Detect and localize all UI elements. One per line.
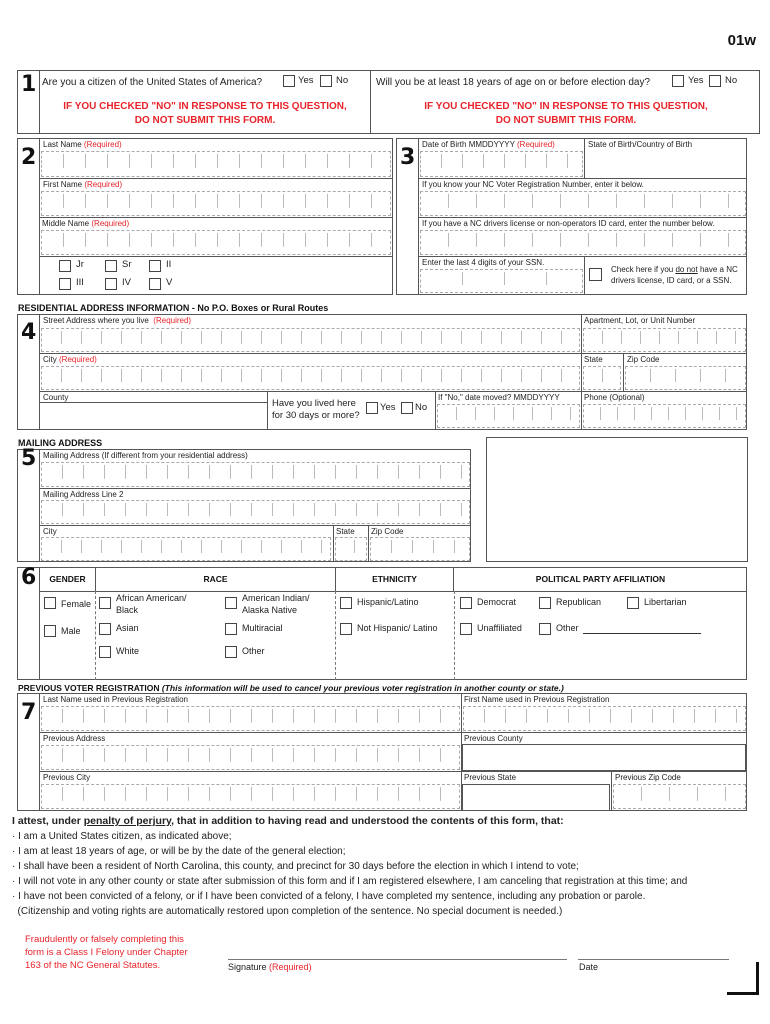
attestation-item: · I have not been convicted of a felony, or if I have been convicted of a felony, I have completed my sentence, including any probation or parole.	[12, 891, 646, 902]
divider	[435, 391, 436, 430]
label-text: City	[43, 355, 57, 364]
section-number: 3	[400, 145, 416, 170]
divider	[39, 488, 471, 489]
suffix-label: Sr	[122, 259, 132, 270]
voter-number-input[interactable]	[420, 191, 746, 216]
lived-no-label: No	[415, 402, 428, 413]
mailing-state-input[interactable]	[335, 537, 367, 561]
warning-line: DO NOT SUBMIT THIS FORM.	[134, 115, 276, 126]
citizen-question: Are you a citizen of the United States of America?	[42, 77, 263, 88]
label-text: First Name	[43, 180, 83, 189]
lived-yes-checkbox[interactable]	[366, 402, 378, 414]
prev-first-input[interactable]	[463, 706, 746, 731]
question-line: for 30 days or more?	[272, 410, 360, 421]
suffix-ii-checkbox[interactable]	[149, 260, 161, 272]
text: , that in addition to having read and understood the contents of this form, that:	[171, 815, 564, 827]
gender-header: GENDER	[49, 574, 86, 584]
attestation-lead	[12, 815, 564, 827]
birth-place-input[interactable]	[586, 151, 746, 177]
heading-note: (This information will be used to cancel your previous voter registration in another county or state.)	[161, 683, 564, 693]
citizen-no-label: No	[336, 75, 349, 86]
label-line: Alaska Native	[242, 605, 298, 615]
suffix-label: IV	[122, 277, 131, 288]
race-white-checkbox[interactable]	[99, 646, 111, 658]
race-american-indian-checkbox[interactable]	[225, 597, 237, 609]
suffix-v-checkbox[interactable]	[149, 278, 161, 290]
race-label: Asian	[116, 623, 139, 633]
warning-line: form is a Class I Felony under Chapter	[25, 947, 188, 958]
last-name-label	[43, 140, 122, 149]
required-tag: (Required)	[517, 140, 555, 149]
label-line: African American/	[116, 593, 187, 603]
phone-label: Phone (Optional)	[584, 393, 645, 402]
divider	[39, 217, 393, 218]
signature-label	[228, 962, 312, 972]
divider	[335, 591, 336, 680]
question-line: Have you lived here	[272, 398, 356, 409]
phone-input[interactable]	[583, 404, 746, 428]
race-asian-checkbox[interactable]	[99, 623, 111, 635]
section-number: 5	[21, 446, 37, 471]
form-code: 01w	[727, 32, 756, 49]
text: do not	[675, 265, 698, 274]
ethnicity-header: ETHNICITY	[372, 574, 417, 584]
residential-heading: RESIDENTIAL ADDRESS INFORMATION - No P.O. Boxes or Rural Routes	[18, 303, 329, 313]
divider	[39, 771, 747, 772]
voter-number-label: If you know your NC Voter Registration Number, enter it below.	[422, 180, 644, 189]
prev-county-label: Previous County	[464, 734, 523, 743]
divider	[39, 732, 747, 733]
mailing-address-input[interactable]	[41, 462, 470, 487]
divider	[418, 217, 747, 218]
state-label: State	[584, 355, 603, 364]
attestation-item: · I am a United States citizen, as indicated above;	[12, 831, 232, 842]
divider	[39, 449, 40, 562]
party-unaffiliated-checkbox[interactable]	[460, 623, 472, 635]
divider	[368, 525, 369, 562]
ethnicity-hispanic-checkbox[interactable]	[340, 597, 352, 609]
divider	[333, 525, 334, 562]
race-label: Multiracial	[242, 623, 283, 633]
middle-name-input[interactable]	[41, 230, 391, 255]
divider	[584, 138, 585, 178]
age-warning	[372, 100, 760, 128]
prev-zip-input[interactable]	[613, 784, 746, 809]
zip-input[interactable]	[625, 366, 746, 390]
apt-label: Apartment, Lot, or Unit Number	[584, 316, 696, 325]
divider	[39, 256, 393, 257]
ethnicity-not-hispanic-checkbox[interactable]	[340, 623, 352, 635]
age-no-label: No	[725, 75, 738, 86]
divider	[39, 402, 267, 403]
suffix-label: II	[166, 259, 172, 270]
lived-yes-label: Yes	[380, 402, 396, 413]
date-line[interactable]	[578, 959, 729, 975]
warning-line: IF YOU CHECKED "NO" IN RESPONSE TO THIS QUESTION,	[424, 101, 708, 112]
required-tag: (Required)	[269, 962, 312, 972]
date-moved-label: If "No," date moved? MMDDYYYY	[438, 393, 560, 402]
party-label: Other	[556, 623, 579, 633]
suffix-label: III	[76, 277, 84, 288]
county-label: County	[43, 393, 69, 402]
warning-line: DO NOT SUBMIT THIS FORM.	[495, 115, 637, 126]
divider	[418, 178, 747, 179]
corner-mark	[727, 962, 759, 995]
office-use-box	[486, 437, 748, 562]
required-tag: (Required)	[84, 180, 123, 189]
text: have a NC	[697, 265, 738, 274]
birth-place-label: State of Birth/Country of Birth	[588, 140, 693, 149]
required-tag: (Required)	[59, 355, 97, 364]
street-input[interactable]	[41, 328, 580, 352]
prev-city-input[interactable]	[41, 784, 460, 809]
race-label: Other	[242, 646, 265, 656]
suffix-label: Jr	[76, 259, 84, 270]
lived-no-checkbox[interactable]	[401, 402, 413, 414]
lived-question	[272, 398, 360, 422]
section-number: 1	[21, 72, 37, 97]
divider	[454, 591, 455, 680]
mailing-zip-input[interactable]	[370, 537, 470, 561]
suffix-label: V	[166, 277, 173, 288]
citizen-warning	[40, 100, 370, 128]
race-african-american-checkbox[interactable]	[99, 597, 111, 609]
age-yes-checkbox[interactable]	[672, 75, 684, 87]
prev-state-label: Previous State	[464, 773, 517, 782]
required-tag: (Required)	[83, 140, 122, 149]
mailing-state-label: State	[336, 527, 355, 536]
divider	[39, 178, 393, 179]
citizen-yes-label: Yes	[298, 75, 314, 86]
party-other-checkbox[interactable]	[539, 623, 551, 635]
attestation-item: · I am at least 18 years of age, or will be by the date of the general election;	[12, 846, 346, 857]
zip-label: Zip Code	[627, 355, 660, 364]
state-input[interactable]	[583, 366, 621, 390]
dob-input[interactable]	[420, 151, 583, 177]
label-text: Street Address where you live	[43, 316, 149, 325]
divider	[39, 391, 747, 392]
prev-last-label: Last Name used in Previous Registration	[43, 695, 188, 704]
no-id-checkbox[interactable]	[589, 268, 602, 281]
no-id-line: drivers license, ID card, or a SSN.	[611, 276, 732, 285]
party-label: Unaffiliated	[477, 623, 522, 633]
middle-name-label	[42, 219, 129, 228]
license-input[interactable]	[420, 230, 746, 255]
party-header: POLITICAL PARTY AFFILIATION	[535, 574, 666, 584]
prev-zip-label: Previous Zip Code	[615, 773, 681, 782]
warning-line: 163 of the NC General Statutes.	[25, 960, 161, 971]
race-header: RACE	[203, 574, 228, 584]
apt-input[interactable]	[583, 328, 746, 352]
party-republican-checkbox[interactable]	[539, 597, 551, 609]
divider	[370, 70, 371, 134]
mailing-address-2-input[interactable]	[41, 500, 470, 524]
prev-state-input[interactable]	[462, 784, 610, 811]
ethnicity-label: Not Hispanic/ Latino	[357, 623, 438, 633]
gender-male-checkbox[interactable]	[44, 625, 56, 637]
warning-line: Fraudulently or falsely completing this	[25, 934, 184, 945]
divider	[418, 256, 747, 257]
mailing-zip-label: Zip Code	[371, 527, 404, 536]
date-moved-input[interactable]	[437, 404, 580, 428]
prev-last-input[interactable]	[41, 706, 460, 731]
divider	[584, 256, 585, 295]
race-label	[242, 592, 310, 616]
mailing-address-label: Mailing Address (If different from your residential address)	[43, 451, 248, 460]
attestation-item: · I shall have been a resident of North Carolina, this county, and precinct for 30 days before the election in which I intend to vote;	[12, 861, 579, 872]
ssn-input[interactable]	[420, 269, 583, 293]
first-name-label	[43, 180, 122, 189]
divider	[267, 391, 268, 430]
label-text: Middle Name	[42, 219, 90, 228]
county-input[interactable]	[41, 404, 266, 429]
required-tag: (Required)	[153, 316, 192, 325]
suffix-iv-checkbox[interactable]	[105, 278, 117, 290]
gender-label: Male	[61, 626, 81, 636]
dob-label	[422, 140, 555, 149]
text: Check here if you	[611, 265, 676, 274]
age-yes-label: Yes	[688, 75, 704, 86]
race-label	[116, 592, 187, 616]
suffix-sr-checkbox[interactable]	[105, 260, 117, 272]
label-text: Signature	[228, 962, 267, 972]
age-no-checkbox[interactable]	[709, 75, 721, 87]
divider	[611, 771, 612, 811]
fraud-warning	[25, 933, 188, 972]
section-number: 6	[21, 565, 37, 590]
previous-registration-heading	[18, 683, 564, 693]
party-democrat-checkbox[interactable]	[460, 597, 472, 609]
party-libertarian-checkbox[interactable]	[627, 597, 639, 609]
prev-county-input[interactable]	[462, 744, 746, 771]
race-other-checkbox[interactable]	[225, 646, 237, 658]
label-text: Date of Birth MMDDYYYY	[422, 140, 515, 149]
section-number: 4	[21, 320, 37, 345]
date-label: Date	[579, 962, 599, 972]
required-tag: (Required)	[91, 219, 130, 228]
no-id-label	[611, 264, 738, 286]
prev-address-label: Previous Address	[43, 734, 106, 743]
race-multiracial-checkbox[interactable]	[225, 623, 237, 635]
mailing-city-label: City	[43, 527, 57, 536]
party-label: Republican	[556, 597, 602, 607]
warning-line: IF YOU CHECKED "NO" IN RESPONSE TO THIS QUESTION,	[63, 101, 347, 112]
suffix-jr-checkbox[interactable]	[59, 260, 71, 272]
prev-address-input[interactable]	[41, 745, 460, 770]
label-text: Last Name	[43, 140, 82, 149]
party-other-input[interactable]	[583, 633, 701, 634]
attestation-item: · I will not vote in any other county or state after submission of this form and if I am registered elsewhere, I am canceling that registration at this time; and	[12, 876, 688, 887]
mailing-city-input[interactable]	[41, 537, 331, 561]
divider	[39, 693, 40, 811]
ssn-label: Enter the last 4 digits of your SSN.	[422, 258, 545, 267]
ethnicity-label: Hispanic/Latino	[357, 597, 419, 607]
divider	[581, 314, 582, 430]
text: I attest, under	[12, 815, 84, 827]
citizen-yes-checkbox[interactable]	[283, 75, 295, 87]
last-name-input[interactable]	[41, 151, 391, 177]
no-id-line	[611, 264, 738, 275]
divider	[39, 353, 747, 354]
age-question: Will you be at least 18 years of age on or before election day?	[376, 77, 651, 88]
party-label: Democrat	[477, 597, 517, 607]
prev-first-label: First Name used in Previous Registration	[464, 695, 610, 704]
divider	[39, 525, 471, 526]
attestation-item: (Citizenship and voting rights are automatically restored upon completion of the sentence. No special document is needed.)	[12, 906, 563, 917]
city-label	[43, 355, 97, 364]
prev-city-label: Previous City	[43, 773, 91, 782]
divider	[95, 591, 96, 680]
section-number: 2	[21, 145, 37, 170]
heading-text: PREVIOUS VOTER REGISTRATION	[18, 683, 160, 693]
gender-female-checkbox[interactable]	[44, 597, 56, 609]
divider	[623, 353, 624, 391]
citizen-no-checkbox[interactable]	[320, 75, 332, 87]
mailing-heading: MAILING ADDRESS	[18, 438, 103, 448]
suffix-iii-checkbox[interactable]	[59, 278, 71, 290]
street-label	[43, 316, 191, 325]
label-line: Black	[116, 605, 139, 615]
section-number: 7	[21, 700, 37, 725]
party-label: Libertarian	[644, 597, 687, 607]
first-name-input[interactable]	[41, 191, 391, 216]
city-input[interactable]	[41, 366, 580, 390]
license-label: If you have a NC drivers license or non-operators ID card, enter the number below.	[422, 219, 715, 228]
divider	[39, 314, 40, 430]
mailing-address-2-label: Mailing Address Line 2	[43, 490, 124, 499]
gender-label: Female	[61, 599, 92, 609]
text: penalty of perjury	[83, 815, 172, 827]
race-label: White	[116, 646, 140, 656]
label-line: American Indian/	[242, 593, 310, 603]
